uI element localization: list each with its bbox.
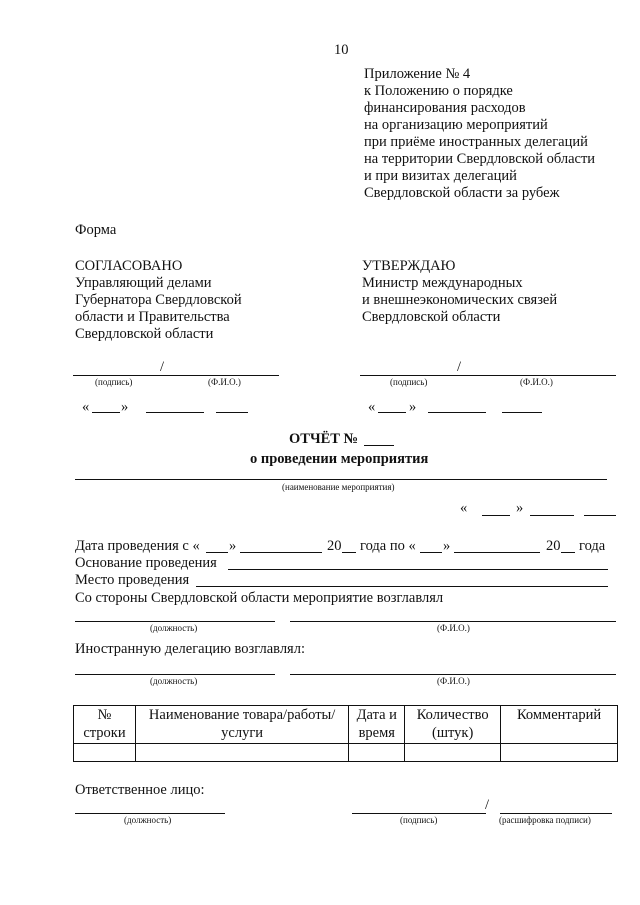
foreign-head-label: Иностранную делегацию возглавлял: bbox=[75, 641, 305, 657]
sverdlovsk-position-field[interactable] bbox=[75, 621, 275, 622]
report-date-month[interactable] bbox=[530, 515, 574, 516]
approval-right-heading: УТВЕРЖДАЮ bbox=[362, 258, 456, 274]
col-number-header: № строки bbox=[74, 706, 136, 744]
right-date-day[interactable] bbox=[378, 412, 406, 413]
appendix-line: финансирования расходов bbox=[364, 100, 526, 116]
left-date-month[interactable] bbox=[146, 412, 204, 413]
table-header-row bbox=[74, 706, 618, 744]
table-cell[interactable] bbox=[405, 744, 501, 762]
approval-left-line: Губернатора Свердловской bbox=[75, 292, 242, 308]
form-label: Форма bbox=[75, 222, 117, 238]
appendix-block bbox=[364, 66, 595, 202]
approval-right-line: Министр международных bbox=[362, 275, 523, 291]
basis-field[interactable] bbox=[228, 569, 608, 570]
responsible-label: Ответственное лицо: bbox=[75, 782, 205, 798]
sverdlovsk-name-caption: (Ф.И.О.) bbox=[437, 623, 470, 633]
right-date-close: » bbox=[409, 399, 417, 415]
report-date-day[interactable] bbox=[482, 515, 510, 516]
left-slash: / bbox=[160, 359, 165, 375]
appendix-line: Свердловской области за рубеж bbox=[364, 185, 560, 201]
sverdlovsk-position-caption: (должность) bbox=[150, 623, 198, 633]
approval-left-line: Свердловской области bbox=[75, 326, 214, 342]
dates-month1[interactable] bbox=[240, 552, 322, 553]
responsible-decode-field[interactable] bbox=[500, 813, 612, 814]
approval-left-heading: СОГЛАСОВАНО bbox=[75, 258, 183, 274]
report-date-close: » bbox=[516, 500, 524, 516]
right-signature-line[interactable] bbox=[360, 375, 616, 376]
place-label: Место проведения bbox=[75, 572, 190, 588]
items-table bbox=[73, 705, 618, 762]
table-cell[interactable] bbox=[349, 744, 405, 762]
dates-year2-field[interactable] bbox=[561, 552, 575, 553]
responsible-position-caption: (должность) bbox=[124, 815, 172, 825]
table-cell[interactable] bbox=[74, 744, 136, 762]
dates-year1: 20 bbox=[327, 538, 342, 554]
table-row bbox=[74, 744, 618, 762]
appendix-line: при приёме иностранных делегаций bbox=[364, 134, 588, 150]
dates-year1-field[interactable] bbox=[342, 552, 356, 553]
report-subtitle: о проведении мероприятия bbox=[250, 451, 429, 467]
appendix-line: на территории Свердловской области bbox=[364, 151, 596, 167]
foreign-name-caption: (Ф.И.О.) bbox=[437, 676, 470, 686]
col-date-header: Дата и время bbox=[349, 706, 405, 744]
report-date-year[interactable] bbox=[584, 515, 616, 516]
basis-label: Основание проведения bbox=[75, 555, 217, 571]
place-field[interactable] bbox=[196, 586, 608, 587]
left-signature-line[interactable] bbox=[73, 375, 279, 376]
page-number: 10 bbox=[334, 42, 349, 58]
dates-prefix: Дата проведения с « bbox=[75, 538, 200, 554]
col-comment-header: Комментарий bbox=[501, 706, 618, 744]
foreign-position-caption: (должность) bbox=[150, 676, 198, 686]
dates-close1: » bbox=[229, 538, 237, 554]
appendix-line: Приложение № 4 bbox=[364, 66, 471, 82]
right-date-year[interactable] bbox=[502, 412, 542, 413]
table-cell[interactable] bbox=[135, 744, 348, 762]
approval-left bbox=[75, 258, 242, 343]
event-name-caption: (наименование мероприятия) bbox=[282, 482, 395, 492]
col-name-header: Наименование товара/работы/ услуги bbox=[135, 706, 348, 744]
event-name-line[interactable] bbox=[75, 479, 607, 480]
responsible-decode-caption: (расшифровка подписи) bbox=[499, 815, 591, 825]
sverdlovsk-head-label: Со стороны Свердловской области мероприятие возглавлял bbox=[75, 590, 444, 606]
report-title: ОТЧЁТ № bbox=[289, 431, 359, 447]
left-date-close: » bbox=[121, 399, 129, 415]
dates-day1[interactable] bbox=[206, 552, 228, 553]
sverdlovsk-name-field[interactable] bbox=[290, 621, 616, 622]
foreign-position-field[interactable] bbox=[75, 674, 275, 675]
report-date-open: « bbox=[460, 500, 468, 516]
report-number-field[interactable] bbox=[364, 445, 394, 446]
left-name-caption: (Ф.И.О.) bbox=[208, 377, 241, 387]
approval-left-line: области и Правительства bbox=[75, 309, 230, 325]
responsible-signature-caption: (подпись) bbox=[400, 815, 438, 825]
left-date-open: « bbox=[82, 399, 90, 415]
responsible-slash: / bbox=[485, 797, 490, 813]
dates-day2[interactable] bbox=[420, 552, 442, 553]
right-date-month[interactable] bbox=[428, 412, 486, 413]
foreign-name-field[interactable] bbox=[290, 674, 616, 675]
left-date-day[interactable] bbox=[92, 412, 120, 413]
dates-month2[interactable] bbox=[454, 552, 540, 553]
right-date-open: « bbox=[368, 399, 376, 415]
approval-left-line: Управляющий делами bbox=[75, 275, 212, 291]
table-cell[interactable] bbox=[501, 744, 618, 762]
left-date-year[interactable] bbox=[216, 412, 248, 413]
right-slash: / bbox=[457, 359, 462, 375]
appendix-line: на организацию мероприятий bbox=[364, 117, 548, 133]
dates-close2: » bbox=[443, 538, 451, 554]
left-signature-caption: (подпись) bbox=[95, 377, 133, 387]
dates-year2: 20 bbox=[546, 538, 561, 554]
appendix-line: к Положению о порядке bbox=[364, 83, 513, 99]
col-quantity-header: Количество (штук) bbox=[405, 706, 501, 744]
dates-mid: года по « bbox=[360, 538, 416, 554]
dates-suffix: года bbox=[579, 538, 606, 554]
right-name-caption: (Ф.И.О.) bbox=[520, 377, 553, 387]
responsible-position-field[interactable] bbox=[75, 813, 225, 814]
approval-right-line: и внешнеэкономических связей bbox=[362, 292, 558, 308]
right-signature-caption: (подпись) bbox=[390, 377, 428, 387]
approval-right-line: Свердловской области bbox=[362, 309, 501, 325]
approval-right bbox=[362, 258, 557, 326]
appendix-line: и при визитах делегаций bbox=[364, 168, 517, 184]
responsible-signature-field[interactable] bbox=[352, 813, 486, 814]
